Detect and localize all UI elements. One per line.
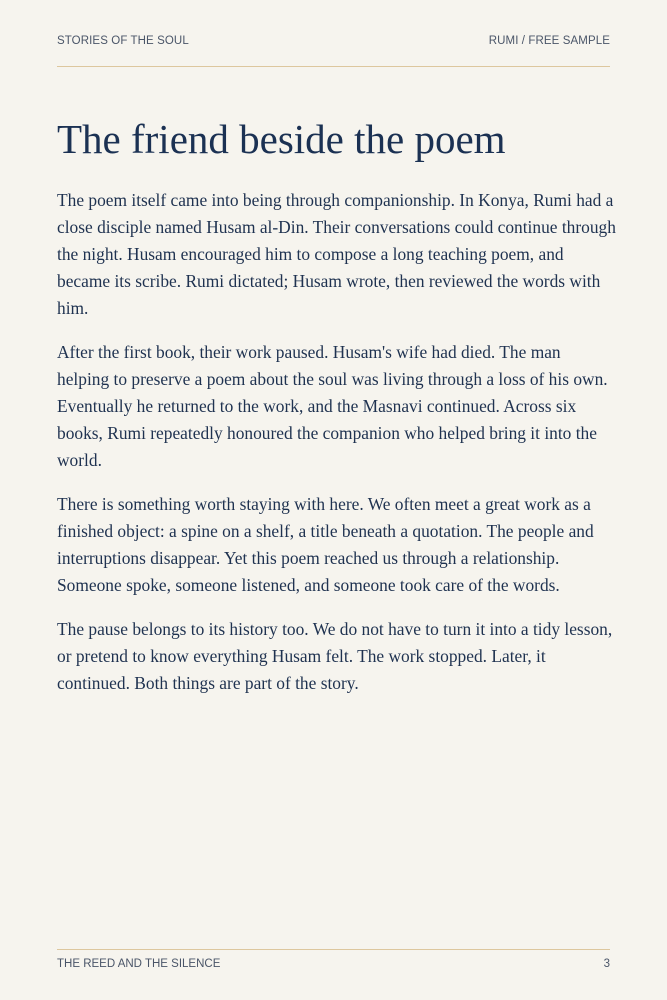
paragraph: There is something worth staying with here. We often meet a great work as a finished object: a spine on a shelf, a title beneath a quotation. The people and interruptions disappear. Yet this poem reached us through a relationship. Someone spoke, someone listened, and someone took care of the words.	[57, 494, 594, 595]
page-number: 3	[603, 958, 610, 970]
running-footer	[57, 958, 610, 972]
chapter-title: The friend beside the poem	[57, 116, 506, 162]
running-header	[57, 35, 610, 49]
paragraph: The poem itself came into being through companionship. In Konya, Rumi had a close disciple named Husam al-Din. Their conversations could continue through the night. Husam encouraged him to compose a long teaching poem, and became its scribe. Rumi dictated; Husam wrote, then reviewed the words with him.	[57, 190, 616, 318]
footer-divider	[57, 949, 610, 950]
header-divider	[57, 66, 610, 67]
paragraph: The pause belongs to its history too. We do not have to turn it into a tidy lesson, or pretend to know everything Husam felt. The work stopped. Later, it continued. Both things are part of the story.	[57, 619, 613, 693]
chapter-body	[57, 187, 617, 714]
book-page	[57, 0, 616, 1000]
sample-label: RUMI / FREE SAMPLE	[488, 35, 610, 47]
paragraph: After the first book, their work paused. Husam's wife had died. The man helping to preserve a poem about the soul was living through a loss of his own. Eventually he returned to the work, and the Masnavi continued. Across six books, Rumi repeatedly honoured the companion who helped bring it into the world.	[57, 342, 608, 470]
book-title: THE REED AND THE SILENCE	[57, 958, 221, 970]
book-series-title: STORIES OF THE SOUL	[57, 35, 189, 47]
